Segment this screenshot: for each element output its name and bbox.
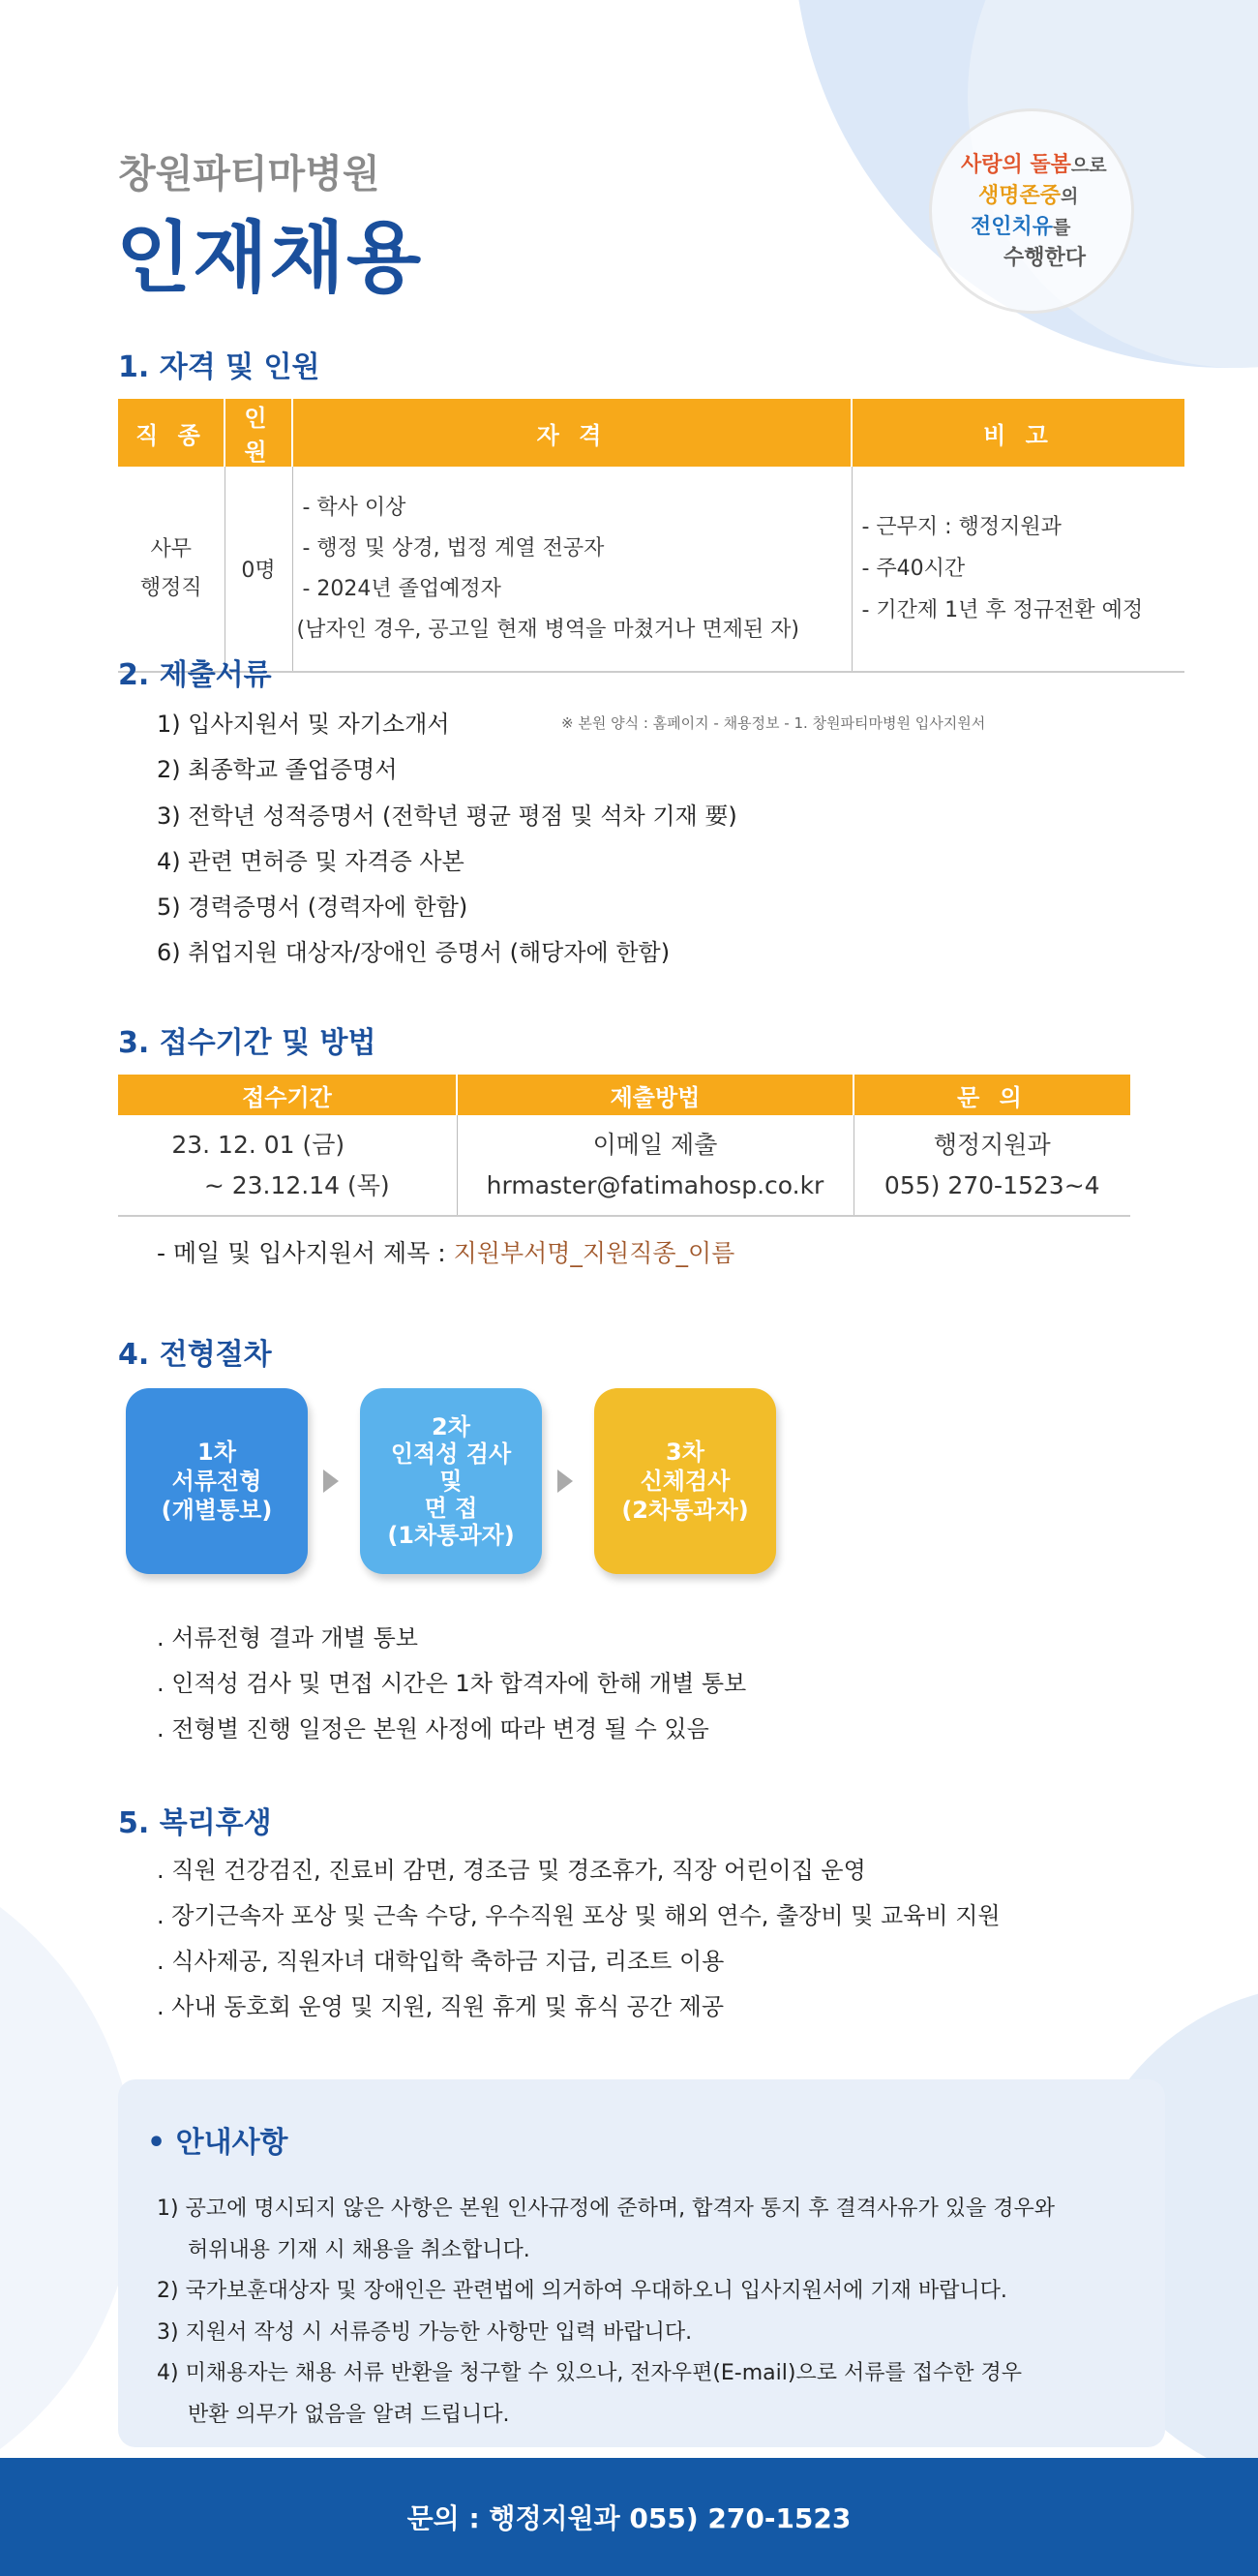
method-cell — [457, 1115, 854, 1216]
note-item: - 기간제 1년 후 정규전환 예정 — [861, 598, 1144, 622]
col-header-qualification: 자 격 — [292, 399, 852, 467]
table-row — [118, 467, 1184, 672]
arrow-right-icon — [557, 1470, 573, 1493]
job-type-line1: 사무 — [150, 536, 192, 561]
col-header-contact: 문 의 — [854, 1075, 1130, 1115]
procedure-notes — [157, 1619, 746, 1755]
step-label: 3차 — [666, 1439, 704, 1466]
notice-title: • 안내사항 — [147, 2126, 288, 2160]
qualification-item: (남자인 경우, 공고일 현재 병역을 마쳤거나 면제된 자) — [296, 617, 799, 642]
contact-phone: 055) 270-1523~4 — [884, 1170, 1100, 1199]
qualification-cell — [292, 467, 852, 672]
list-item: 6) 취업지원 대상자/장애인 증명서 (해당자에 한함) — [157, 939, 671, 967]
col-header-count: 인 원 — [225, 399, 292, 467]
application-table — [118, 1075, 1130, 1217]
form-note: ※ 본원 양식 : 홈페이지 - 채용정보 - 1. 창원파티마병원 입사지원서 — [561, 714, 986, 732]
slogan-line2: 생명존중 — [978, 184, 1062, 208]
list-item: . 사내 동호회 운영 및 지원, 직원 휴게 및 휴식 공간 제공 — [157, 1993, 725, 2020]
qualification-item: - 학사 이상 — [302, 495, 406, 520]
section1-title: 1. 자격 및 인원 — [118, 350, 320, 384]
list-item: . 인적성 검사 및 면접 시간은 1차 합격자에 한해 개별 통보 — [157, 1670, 747, 1697]
col-header-method: 제출방법 — [457, 1075, 854, 1115]
step-label: 인적성 검사 — [390, 1440, 512, 1468]
footer-contact: 문의 : 행정지원과 055) 270-1523 — [0, 2458, 1258, 2576]
mail-title-format: 지원부서명_지원직종_이름 — [453, 1239, 735, 1267]
period-start: 23. 12. 01 (금) — [171, 1130, 345, 1159]
arrow-right-icon — [323, 1470, 339, 1493]
list-item: 4) 관련 면허증 및 자격증 사본 — [157, 847, 464, 875]
note-cell — [852, 467, 1184, 672]
list-item: 1) 입사지원서 및 자기소개서 — [157, 711, 450, 738]
period-end: ~ 23.12.14 (목) — [203, 1170, 390, 1199]
qualification-item: - 2024년 졸업예정자 — [302, 576, 501, 601]
step-label: (개별통보) — [161, 1497, 273, 1524]
method-label: 이메일 제출 — [592, 1130, 718, 1159]
email-address[interactable]: hrmaster@fatimahosp.co.kr — [486, 1170, 824, 1199]
slogan-line4: 수행한다 — [1003, 246, 1087, 270]
notice-item: 4) 미채용자는 채용 서류 반환을 청구할 수 있으나, 전자우편(E-mail)으로 서류를 접수한 경우 — [157, 2361, 1022, 2385]
list-item: . 직원 건강검진, 진료비 감면, 경조금 및 경조휴가, 직장 어린이집 운영 — [157, 1857, 866, 1884]
notice-item: 1) 공고에 명시되지 않은 사항은 본원 인사규정에 준하며, 합격자 통지 후 결격사유가 있을 경우와 — [157, 2197, 1056, 2221]
contact-cell — [854, 1115, 1130, 1216]
period-cell — [118, 1115, 457, 1216]
step-label: 서류전형 — [171, 1468, 262, 1495]
slogan-line1-suffix: 으로 — [1070, 155, 1107, 176]
col-header-job-type: 직 종 — [118, 399, 225, 467]
benefits-list — [157, 1851, 1001, 2033]
contact-department: 행정지원과 — [933, 1130, 1051, 1159]
documents-list — [157, 705, 737, 980]
notice-item-cont: 허위내용 기재 시 채용을 취소합니다. — [188, 2237, 530, 2262]
step-label: (1차통과자) — [387, 1522, 515, 1549]
step-1-box — [126, 1388, 308, 1574]
slogan-seal — [929, 108, 1134, 314]
qualification-item: - 행정 및 상경, 법정 계열 전공자 — [302, 535, 605, 561]
slogan-line1: 사랑의 돌봄 — [961, 153, 1071, 177]
mail-title-note — [157, 1234, 734, 1269]
slogan-line2-suffix: 의 — [1061, 186, 1079, 207]
table-row — [118, 1115, 1130, 1216]
page-title: 인재채용 — [116, 213, 424, 303]
step-label: 및 — [439, 1468, 463, 1495]
section4-title: 4. 전형절차 — [118, 1338, 272, 1372]
qualification-table — [118, 399, 1184, 673]
step-label: 1차 — [197, 1439, 236, 1466]
list-item: 5) 경력증명서 (경력자에 한함) — [157, 894, 468, 922]
slogan-line3: 전인치유 — [971, 215, 1054, 239]
note-item: - 주40시간 — [861, 557, 966, 581]
step-3-box — [594, 1388, 776, 1574]
list-item: 2) 최종학교 졸업증명서 — [157, 756, 398, 784]
step-label: 면 접 — [424, 1495, 478, 1522]
step-label: (2차통과자) — [621, 1497, 749, 1524]
list-item: 3) 전학년 성적증명서 (전학년 평균 평점 및 석차 기재 要) — [157, 802, 737, 830]
list-item: . 식사제공, 직원자녀 대학입학 축하금 지급, 리조트 이용 — [157, 1948, 725, 1975]
section3-title: 3. 접수기간 및 방법 — [118, 1026, 376, 1060]
step-2-box — [360, 1388, 542, 1574]
slogan-line3-suffix: 를 — [1053, 217, 1071, 238]
count-cell: 0명 — [225, 467, 292, 672]
col-header-note: 비 고 — [852, 399, 1184, 467]
notice-item: 2) 국가보훈대상자 및 장애인은 관련법에 의거하여 우대하오니 입사지원서에 기재 바랍니다. — [157, 2279, 1007, 2303]
section5-title: 5. 복리후생 — [118, 1806, 272, 1840]
list-item: . 서류전형 결과 개별 통보 — [157, 1624, 418, 1652]
mail-title-label: - 메일 및 입사지원서 제목 : — [157, 1239, 454, 1267]
note-item: - 근무지 : 행정지원과 — [861, 515, 1062, 539]
step-label: 2차 — [432, 1413, 470, 1440]
notice-item: 3) 지원서 작성 시 서류증빙 가능한 사항만 입력 바랍니다. — [157, 2319, 693, 2345]
job-type-line2: 행정직 — [139, 575, 202, 600]
list-item: . 장기근속자 포상 및 근속 수당, 우수직원 포상 및 해외 연수, 출장비 및 교육비 지원 — [157, 1902, 1001, 1929]
notice-item-cont: 반환 의무가 없음을 알려 드립니다. — [188, 2402, 510, 2427]
hospital-name: 창원파티마병원 — [118, 152, 380, 197]
notice-list — [157, 2192, 1055, 2439]
col-header-period: 접수기간 — [118, 1075, 457, 1115]
notice-box — [118, 2079, 1165, 2447]
list-item: . 전형별 진행 일정은 본원 사정에 따라 변경 될 수 있음 — [157, 1715, 709, 1743]
step-label: 신체검사 — [640, 1468, 731, 1495]
section2-title: 2. 제출서류 — [118, 658, 272, 692]
job-type-cell — [118, 467, 225, 672]
